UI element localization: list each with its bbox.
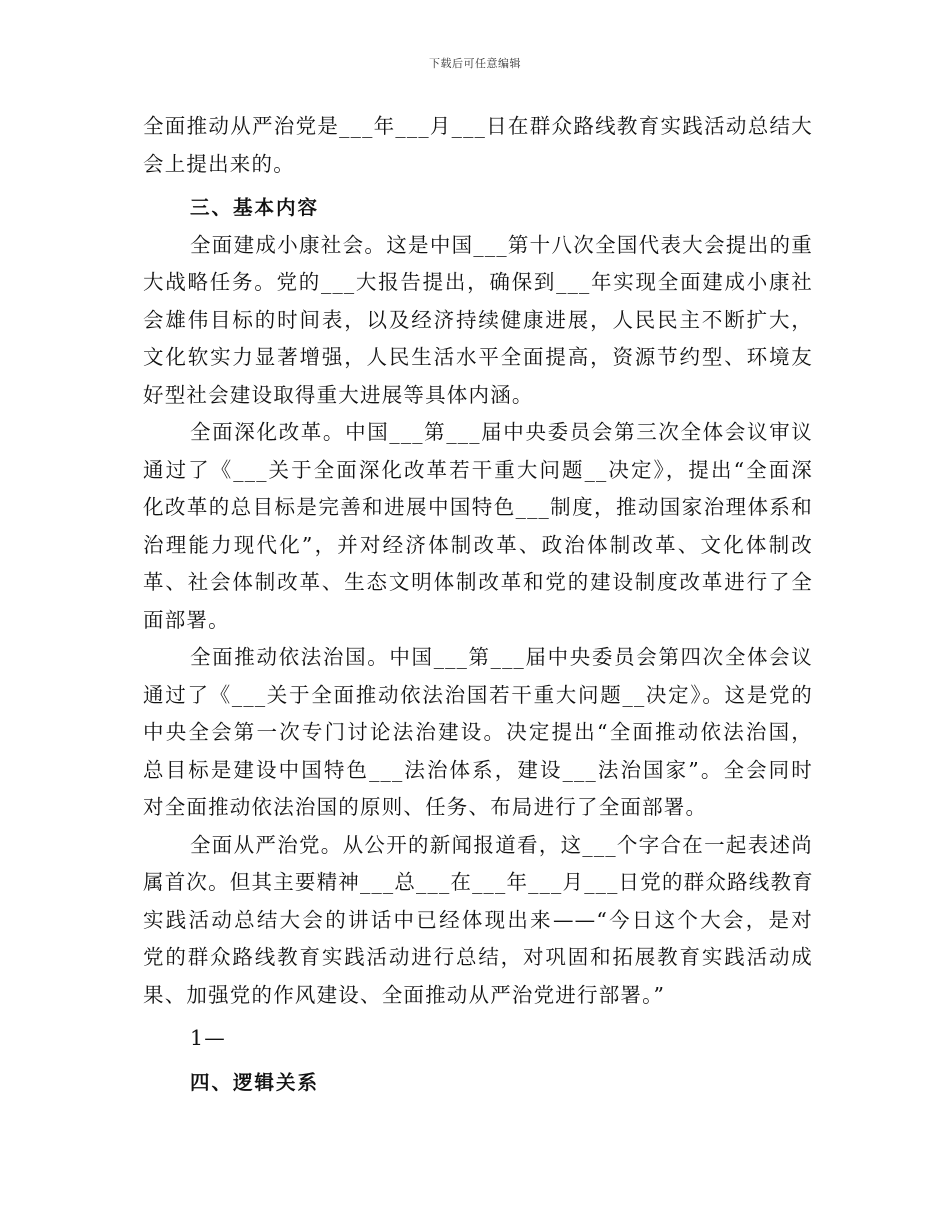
paragraph-line: 会雄伟目标的时间表，以及经济持续健康进展，人民民主不断扩大， [143, 307, 813, 332]
paragraph-line: 果、加强党的作风建设、全面推动从严治党进行部署。” [143, 982, 666, 1007]
paragraph-line: 属首次。但其主要精神___总___在___年___月___日党的群众路线教育 [143, 870, 814, 894]
page-header: 下载后可任意编辑 [429, 57, 521, 70]
paragraph-line: 治理能力现代化”，并对经济体制改革、政治体制改革、文化体制改 [143, 532, 813, 557]
paragraph-line: 总目标是建设中国特色___法治体系，建设___法治国家”。全会同时 [143, 757, 813, 782]
paragraph-line: 对全面推动依法治国的原则、任务、布局进行了全面部署。 [143, 795, 708, 819]
paragraph-line: 全面深化改革。中国___第___届中央委员会第三次全体会议审议 [190, 420, 813, 444]
paragraph-line: 党的群众路线教育实践活动进行总结，对巩固和拓展教育实践活动成 [143, 945, 813, 969]
paragraph-line: 好型社会建设取得重大进展等具体内涵。 [143, 382, 534, 407]
document-body [143, 108, 813, 1101]
paragraph-line: 全面建成小康社会。这是中国___第十八次全国代表大会提出的重 [190, 232, 813, 257]
paragraph-line: 面部署。 [143, 607, 230, 632]
paragraph-line: 全面从严治党。从公开的新闻报道看，这___个字合在一起表述尚 [190, 832, 813, 857]
paragraph-line: 大战略任务。党的___大报告提出，确保到___年实现全面建成小康社 [143, 270, 813, 294]
page-number: 1— [190, 1026, 226, 1050]
paragraph-line: 革、社会体制改革、生态文明体制改革和党的建设制度改革进行了全 [143, 570, 813, 594]
paragraph-line: 通过了《___关于全面推动依法治国若干重大问题__决定》。这是党的 [143, 682, 813, 707]
paragraph-line: 文化软实力显著增强，人民生活水平全面提高，资源节约型、环境友 [143, 345, 813, 369]
paragraph-line: 通过了《___关于全面深化改革若干重大问题__决定》，提出“全面深 [143, 457, 813, 482]
paragraph-line: 会上提出来的。 [143, 151, 295, 176]
paragraph-line: 实践活动总结大会的讲话中已经体现出来——“今日这个大会，是对 [143, 907, 813, 932]
paragraph-line: 全面推动依法治国。中国___第___届中央委员会第四次全体会议 [190, 645, 813, 669]
section-heading: 四、逻辑关系 [190, 1070, 320, 1094]
paragraph-line: 化改革的总目标是完善和进展中国特色___制度，推动国家治理体系和 [143, 495, 813, 519]
section-heading: 三、基本内容 [190, 196, 320, 219]
paragraph-line: 全面推动从严治党是___年___月___日在群众路线教育实践活动总结大 [143, 114, 813, 138]
paragraph-line: 中央全会第一次专门讨论法治建设。决定提出“全面推动依法治国， [143, 720, 813, 744]
